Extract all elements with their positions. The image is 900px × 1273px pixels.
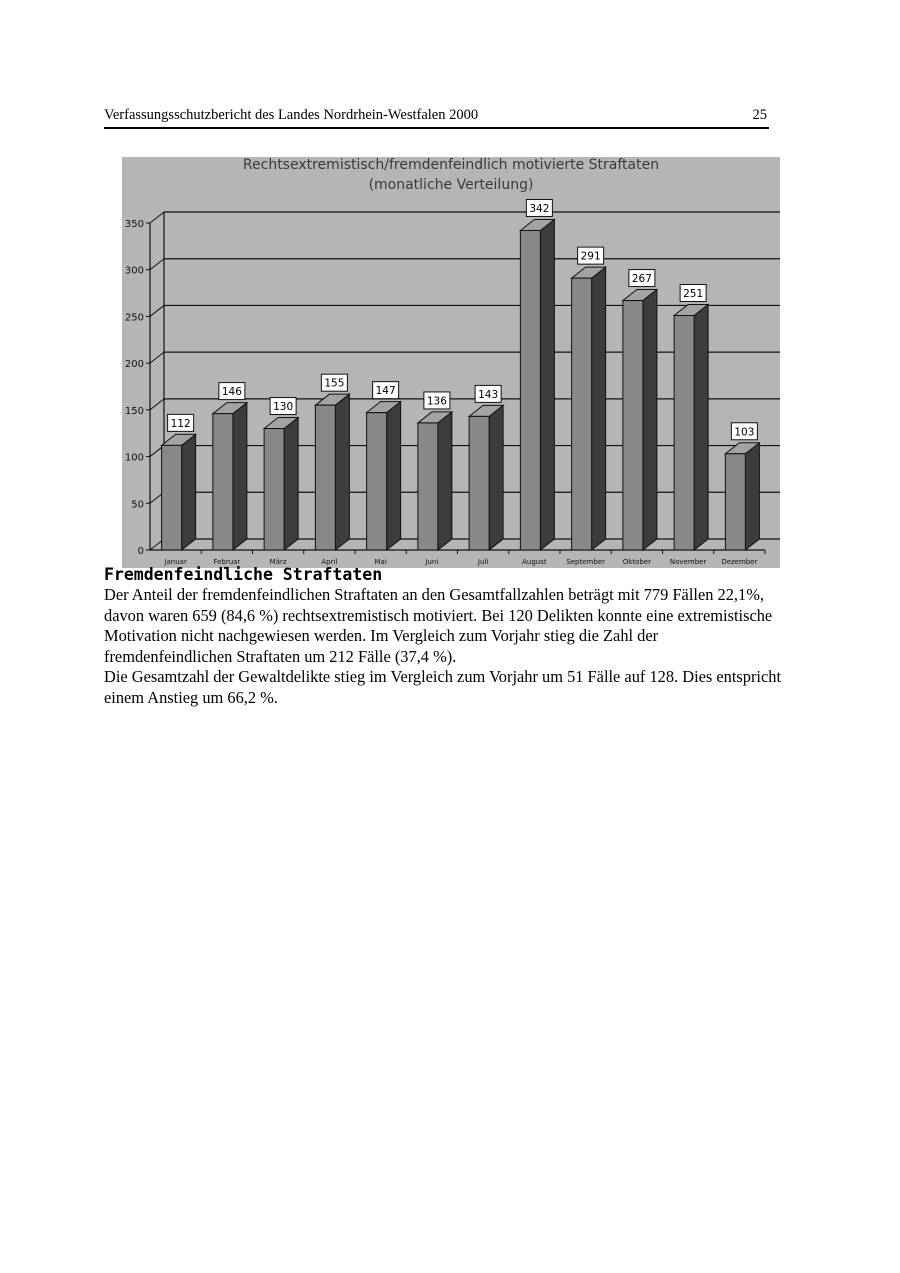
x-tick-label: August (522, 558, 547, 566)
bar (572, 278, 592, 550)
data-label: 342 (529, 202, 550, 215)
page-number: 25 (752, 107, 767, 123)
data-label: 155 (324, 377, 345, 390)
bar (367, 413, 387, 550)
y-tick-label: 250 (124, 312, 144, 324)
bar (520, 230, 540, 550)
page-header-title: Verfassungsschutzbericht des Landes Nordrhein-Westfalen 2000 (104, 107, 479, 123)
bar-chart (122, 157, 780, 568)
x-tick-label: November (669, 558, 707, 566)
body-text (104, 585, 784, 708)
bar-side (489, 405, 503, 550)
y-tick-label: 50 (131, 499, 144, 511)
x-tick-label: Januar (164, 558, 187, 566)
bar-side (643, 290, 657, 550)
bar-side (540, 219, 554, 550)
y-tick-label: 200 (124, 359, 144, 371)
chart-subtitle: (monatliche Verteilung) (368, 177, 534, 193)
bar-side (694, 304, 708, 550)
bar-side (233, 403, 247, 550)
data-label: 267 (631, 273, 652, 286)
bar-side (745, 443, 759, 550)
data-label: 251 (683, 287, 704, 300)
bar-side (284, 418, 298, 550)
bar (725, 454, 745, 550)
data-label: 147 (375, 385, 396, 398)
y-tick-label: 150 (124, 405, 144, 417)
data-label: 143 (478, 388, 499, 401)
page-header (104, 107, 769, 129)
paragraph-1: Der Anteil der fremdenfeindlichen Straftaten an den Gesamtfallzahlen beträgt mit 779 Fällen 22,1%, davon waren 659 (84,6 %) rechtsextremistisch motiviert. Bei 120 Delikten konnte eine extremistische Motivation nicht nachgewiesen werden. Im Vergleich zum Vorjahr stieg die Zahl der fremdenfeindlichen Straftaten um 212 Fälle (37,4 %). (104, 585, 773, 666)
bar (315, 405, 335, 550)
data-label: 130 (273, 401, 294, 414)
y-tick-label: 0 (137, 546, 144, 557)
data-label: 146 (221, 386, 242, 399)
x-tick-label: September (566, 558, 605, 566)
bar-chart-svg (122, 157, 780, 568)
y-tick-label: 300 (124, 265, 144, 277)
bar-side (335, 394, 349, 550)
x-tick-label: Dezember (721, 558, 758, 566)
bar (418, 423, 438, 550)
x-tick-label: Juni (425, 558, 439, 566)
paragraph-2: Die Gesamtzahl der Gewaltdelikte stieg im Vergleich zum Vorjahr um 51 Fälle auf 128. Dies entspricht einem Anstieg um 66,2 %. (104, 667, 782, 707)
bar (213, 414, 233, 550)
bar-side (592, 267, 606, 550)
bar-side (387, 402, 401, 550)
x-tick-label: Februar (213, 558, 241, 566)
data-label: 291 (580, 250, 601, 263)
y-tick-label: 100 (124, 452, 144, 464)
x-tick-label: Mai (374, 558, 387, 566)
x-tick-label: Oktober (622, 558, 651, 566)
bar (469, 416, 489, 550)
bar-side (182, 434, 196, 550)
data-label: 103 (734, 426, 755, 439)
x-tick-label: März (269, 558, 287, 566)
data-label: 136 (426, 395, 447, 408)
bar (623, 301, 643, 550)
bar (162, 445, 182, 550)
data-label: 112 (170, 417, 191, 430)
section-heading: Fremdenfeindliche Straftaten (104, 565, 383, 584)
y-tick-label: 350 (124, 219, 144, 230)
x-tick-label: Juli (477, 558, 489, 566)
x-tick-label: April (321, 558, 338, 566)
chart-title: Rechtsextremistisch/fremdenfeindlich motivierte Straftaten (242, 157, 660, 173)
bar-side (438, 412, 452, 550)
bar (264, 429, 284, 550)
bar (674, 315, 694, 550)
